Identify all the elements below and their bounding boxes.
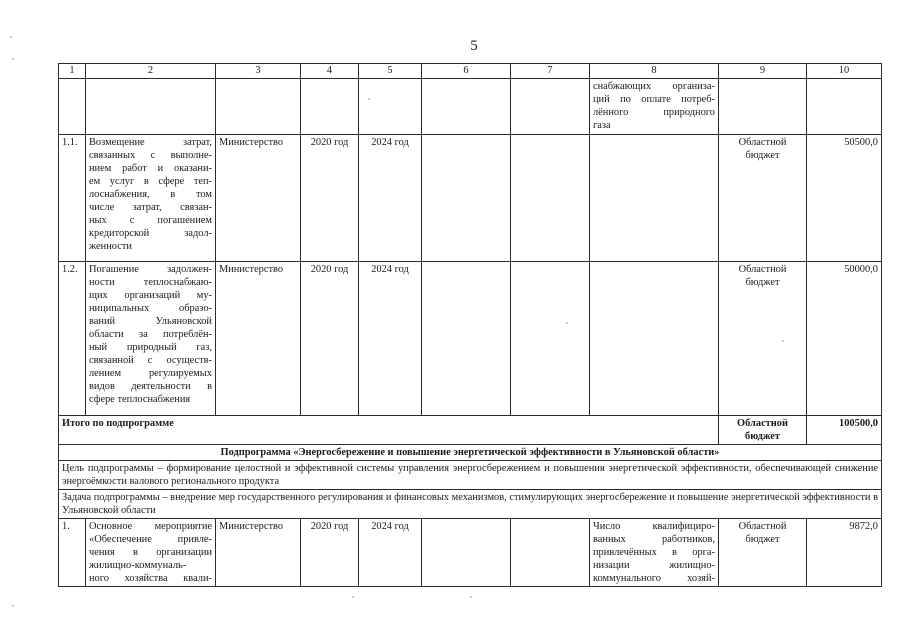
subprogram-task-row [59,490,882,519]
cell-empty [511,262,590,416]
cell-empty [511,135,590,262]
text-line: газа [593,120,611,131]
text-line: сфере теплоснабжения [89,394,191,405]
indicator-cell [590,135,719,262]
text-line: Число квалифициро- [593,521,715,532]
text-line: бюджет [745,534,780,545]
text-line: бюджет [745,277,780,288]
text-line: ный природный газ, [89,342,212,353]
text-line: видов деятельности в [89,381,212,392]
column-number: 1 [59,64,86,79]
text-line: бюджет [745,150,780,161]
text-line: ниципальных образо- [89,303,212,314]
text-line: ного хозяйства квали- [89,573,212,584]
cell-empty [422,135,511,262]
scan-speck [352,596,354,598]
text-line: Основное мероприятие [89,521,212,532]
column-number: 5 [359,64,422,79]
text-line: «Обеспечение привле- [89,534,212,545]
text-line: Погашение задолжен- [89,264,212,275]
text-line: жилищно-коммуналь- [89,560,187,571]
column-number: 9 [719,64,807,79]
text-line: ваний Ульяновской [89,316,212,327]
text-line: ванных работников, [593,534,715,545]
text-line: ности теплоснабжаю- [89,277,212,288]
cell-empty [86,79,216,135]
indicator-cell [590,79,719,135]
text-line: Областной [738,264,787,275]
column-number: 2 [86,64,216,79]
row-number: 1.2. [59,262,86,416]
column-number: 8 [590,64,719,79]
scan-speck [470,596,472,598]
text-line: ных с погашением [89,215,212,226]
table-row [59,519,882,587]
cell-empty [511,519,590,587]
text-line: нием работ и оказани- [89,163,212,174]
text-line: области за потреблён- [89,329,212,340]
total-amount: 100500,0 [807,416,882,445]
funding-amount: 9872,0 [807,519,882,587]
subprogram-title-row [59,445,882,461]
text-line: лением регулируемых [89,368,212,379]
scan-speck [12,58,14,60]
funding-source [719,262,807,416]
cell-empty [422,519,511,587]
total-funding-source [719,416,807,445]
text-line: снабжающих организа- [593,81,715,92]
column-number: 3 [216,64,301,79]
text-line: низации жилищно- [593,560,715,571]
cell-empty [301,79,359,135]
text-line: связанных с выполне- [89,150,212,161]
measure-name [86,519,216,587]
column-number: 6 [422,64,511,79]
row-number: 1. [59,519,86,587]
funding-amount: 50000,0 [807,262,882,416]
text-line: числе затрат, связан- [89,202,212,213]
funding-source [719,135,807,262]
subprogram-goal-row [59,461,882,490]
continuation-row [59,79,882,135]
program-table [58,63,882,587]
subprogram-title: Подпрограмма «Энергосбережение и повышение энергетической эффективности в Ульяновской области» [59,445,882,461]
text-line: привлечённых в орга- [593,547,715,558]
text-line: щих организаций му- [89,290,212,301]
cell-empty [59,79,86,135]
cell-empty [511,79,590,135]
end-year: 2024 год [359,262,422,416]
text-line: Областной [737,418,788,429]
column-number-row [59,64,882,79]
cell-empty [422,79,511,135]
text-line: ем услуг в сфере теп- [89,176,212,187]
total-row [59,416,882,445]
column-number: 7 [511,64,590,79]
table-row [59,135,882,262]
start-year: 2020 год [301,519,359,587]
total-label: Итого по подпрограмме [59,416,719,445]
column-number: 4 [301,64,359,79]
cell-empty [807,79,882,135]
column-number: 10 [807,64,882,79]
executor: Министерство [216,135,301,262]
text-line: лённого природного [593,107,715,118]
measure-name [86,262,216,416]
measure-name [86,135,216,262]
executor: Министерство [216,262,301,416]
cell-empty [719,79,807,135]
text-line: ций по оплате потреб- [593,94,715,105]
start-year: 2020 год [301,262,359,416]
start-year: 2020 год [301,135,359,262]
text-line: коммунального хозяй- [593,573,715,584]
text-line: чения в организации [89,547,212,558]
table-row [59,262,882,416]
text-line: кредиторской задол- [89,228,212,239]
cell-empty [216,79,301,135]
funding-amount: 50500,0 [807,135,882,262]
row-number: 1.1. [59,135,86,262]
executor: Министерство [216,519,301,587]
indicator-cell [590,519,719,587]
text-line: Возмещение затрат, [89,137,212,148]
text-line: бюджет [745,431,780,442]
funding-source [719,519,807,587]
text-line: Областной [738,137,787,148]
scan-speck [12,605,14,607]
end-year: 2024 год [359,135,422,262]
text-line: связанной с осуществ- [89,355,212,366]
page-number: 5 [470,38,478,54]
end-year: 2024 год [359,519,422,587]
subprogram-task: Задача подпрограммы – внедрение мер государственного регулирования и финансовых механизмов, стимулирующих энергосбережение и повышение энергетической эффективности в Ульяновской области [59,490,882,519]
cell-empty [359,79,422,135]
subprogram-goal: Цель подпрограммы – формирование целостной и эффективной системы управления энергосбережением и повышения энергетической эффективности, обеспечивающей снижение энергоёмкости валового регионального продукта [59,461,882,490]
scan-speck [10,36,12,38]
indicator-cell [590,262,719,416]
text-line: Областной [738,521,787,532]
text-line: лоснабжения, в том [89,189,212,200]
text-line: женности [89,241,132,252]
cell-empty [422,262,511,416]
